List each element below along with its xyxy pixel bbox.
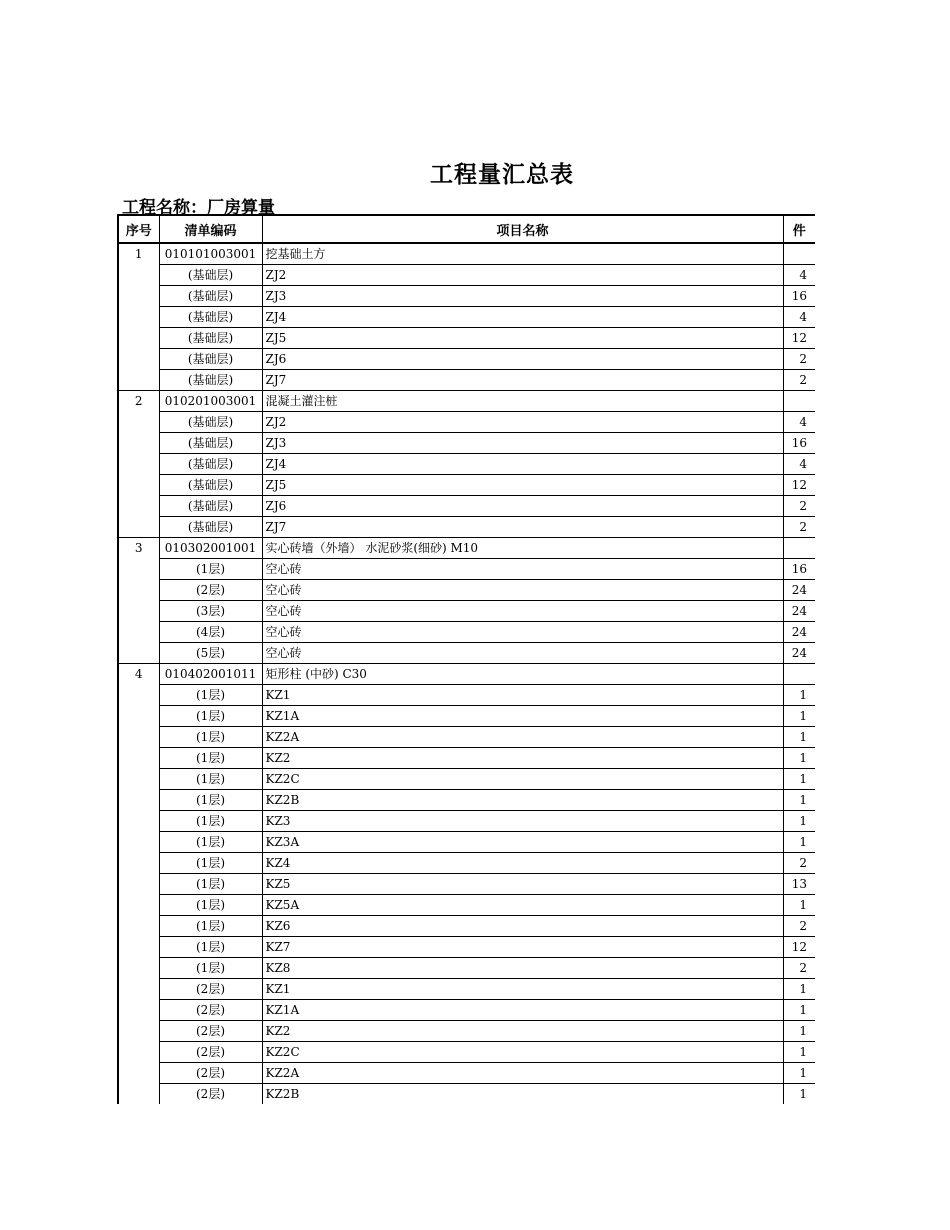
table-row bbox=[118, 391, 815, 412]
row-item-name: ZJ5 bbox=[262, 475, 783, 496]
row-seq: 3 bbox=[118, 538, 159, 559]
row-item-name: KZ3 bbox=[262, 811, 783, 832]
row-code: (基础层) bbox=[159, 496, 262, 517]
row-code: (2层) bbox=[159, 979, 262, 1000]
row-count: 4 bbox=[783, 307, 815, 328]
row-seq bbox=[118, 874, 159, 895]
table-row bbox=[118, 1042, 815, 1063]
row-seq: 1 bbox=[118, 243, 159, 265]
header-count: 件 bbox=[783, 215, 815, 243]
table-row bbox=[118, 265, 815, 286]
row-count: 1 bbox=[783, 1042, 815, 1063]
row-seq bbox=[118, 601, 159, 622]
row-seq bbox=[118, 790, 159, 811]
row-item-name: 空心砖 bbox=[262, 643, 783, 664]
row-seq bbox=[118, 979, 159, 1000]
row-code: (基础层) bbox=[159, 328, 262, 349]
row-item-name: KZ2A bbox=[262, 727, 783, 748]
row-code: (1层) bbox=[159, 853, 262, 874]
row-seq bbox=[118, 895, 159, 916]
table-row bbox=[118, 286, 815, 307]
row-item-name: KZ2C bbox=[262, 1042, 783, 1063]
row-seq bbox=[118, 643, 159, 664]
row-seq bbox=[118, 559, 159, 580]
row-item-name: KZ1A bbox=[262, 706, 783, 727]
row-item-name: KZ2A bbox=[262, 1063, 783, 1084]
table-row bbox=[118, 622, 815, 643]
row-code: (1层) bbox=[159, 769, 262, 790]
row-item-name: 挖基础土方 bbox=[262, 243, 783, 265]
row-code: (2层) bbox=[159, 580, 262, 601]
table-row bbox=[118, 559, 815, 580]
row-code: (1层) bbox=[159, 685, 262, 706]
row-count: 4 bbox=[783, 265, 815, 286]
table-row bbox=[118, 433, 815, 454]
row-code: (5层) bbox=[159, 643, 262, 664]
table-row bbox=[118, 517, 815, 538]
table-row bbox=[118, 538, 815, 559]
header-item-name: 项目名称 bbox=[262, 215, 783, 243]
row-seq bbox=[118, 496, 159, 517]
table-row bbox=[118, 496, 815, 517]
row-count: 1 bbox=[783, 706, 815, 727]
row-item-name: ZJ3 bbox=[262, 433, 783, 454]
row-item-name: KZ1A bbox=[262, 1000, 783, 1021]
row-seq bbox=[118, 811, 159, 832]
table-row bbox=[118, 349, 815, 370]
row-item-name: KZ5A bbox=[262, 895, 783, 916]
row-item-name: KZ2 bbox=[262, 1021, 783, 1042]
row-seq bbox=[118, 706, 159, 727]
row-seq bbox=[118, 412, 159, 433]
row-count bbox=[783, 391, 815, 412]
row-seq bbox=[118, 832, 159, 853]
row-seq bbox=[118, 1000, 159, 1021]
row-seq bbox=[118, 517, 159, 538]
row-code: (基础层) bbox=[159, 433, 262, 454]
row-code: (1层) bbox=[159, 832, 262, 853]
row-item-name: KZ1 bbox=[262, 979, 783, 1000]
row-seq bbox=[118, 916, 159, 937]
row-code: (1层) bbox=[159, 790, 262, 811]
row-item-name: ZJ4 bbox=[262, 454, 783, 475]
row-code: 010201003001 bbox=[159, 391, 262, 412]
row-count: 2 bbox=[783, 958, 815, 979]
row-item-name: KZ3A bbox=[262, 832, 783, 853]
row-seq bbox=[118, 265, 159, 286]
row-code: (1层) bbox=[159, 748, 262, 769]
row-item-name: 空心砖 bbox=[262, 622, 783, 643]
table-row bbox=[118, 979, 815, 1000]
row-count: 1 bbox=[783, 1063, 815, 1084]
row-count: 24 bbox=[783, 622, 815, 643]
row-count: 1 bbox=[783, 727, 815, 748]
row-code: (4层) bbox=[159, 622, 262, 643]
table-row bbox=[118, 475, 815, 496]
row-count: 2 bbox=[783, 496, 815, 517]
table-row bbox=[118, 328, 815, 349]
row-seq bbox=[118, 370, 159, 391]
row-code: (2层) bbox=[159, 1084, 262, 1105]
row-code: (基础层) bbox=[159, 454, 262, 475]
row-seq bbox=[118, 307, 159, 328]
row-item-name: ZJ6 bbox=[262, 496, 783, 517]
row-count: 24 bbox=[783, 643, 815, 664]
row-seq bbox=[118, 349, 159, 370]
row-count: 1 bbox=[783, 1000, 815, 1021]
row-code: (1层) bbox=[159, 937, 262, 958]
row-code: (1层) bbox=[159, 916, 262, 937]
row-item-name: KZ6 bbox=[262, 916, 783, 937]
row-code: (基础层) bbox=[159, 349, 262, 370]
row-count: 1 bbox=[783, 790, 815, 811]
quantity-table bbox=[117, 214, 815, 1104]
row-code: (基础层) bbox=[159, 412, 262, 433]
table-row bbox=[118, 958, 815, 979]
row-count: 12 bbox=[783, 937, 815, 958]
row-count: 16 bbox=[783, 559, 815, 580]
row-count bbox=[783, 664, 815, 685]
table-row bbox=[118, 1084, 815, 1105]
row-code: (基础层) bbox=[159, 475, 262, 496]
row-count: 13 bbox=[783, 874, 815, 895]
row-seq bbox=[118, 454, 159, 475]
row-item-name: 空心砖 bbox=[262, 601, 783, 622]
row-code: 010101003001 bbox=[159, 243, 262, 265]
table-row bbox=[118, 874, 815, 895]
row-code: (2层) bbox=[159, 1063, 262, 1084]
table-row bbox=[118, 790, 815, 811]
row-count: 4 bbox=[783, 412, 815, 433]
table-header-row bbox=[118, 215, 815, 243]
row-code: 010302001001 bbox=[159, 538, 262, 559]
row-code: (3层) bbox=[159, 601, 262, 622]
row-code: (基础层) bbox=[159, 307, 262, 328]
header-code: 清单编码 bbox=[159, 215, 262, 243]
row-item-name: KZ8 bbox=[262, 958, 783, 979]
row-count: 1 bbox=[783, 769, 815, 790]
row-code: (基础层) bbox=[159, 286, 262, 307]
row-count: 16 bbox=[783, 433, 815, 454]
row-item-name: 混凝土灌注桩 bbox=[262, 391, 783, 412]
row-count: 2 bbox=[783, 349, 815, 370]
table-row bbox=[118, 832, 815, 853]
row-code: (基础层) bbox=[159, 265, 262, 286]
table-row bbox=[118, 727, 815, 748]
row-item-name: KZ7 bbox=[262, 937, 783, 958]
page-title: 工程量汇总表 bbox=[430, 162, 574, 188]
row-count: 2 bbox=[783, 916, 815, 937]
row-count: 2 bbox=[783, 517, 815, 538]
project-name: 工程名称：厂房算量 bbox=[122, 198, 275, 218]
row-seq bbox=[118, 853, 159, 874]
row-seq bbox=[118, 622, 159, 643]
row-code: (1层) bbox=[159, 706, 262, 727]
row-code: (1层) bbox=[159, 874, 262, 895]
row-item-name: 空心砖 bbox=[262, 559, 783, 580]
row-seq bbox=[118, 580, 159, 601]
table-body bbox=[118, 243, 815, 1104]
table-row bbox=[118, 1000, 815, 1021]
table-row bbox=[118, 664, 815, 685]
row-seq bbox=[118, 1021, 159, 1042]
row-count bbox=[783, 243, 815, 265]
row-item-name: ZJ2 bbox=[262, 412, 783, 433]
row-count: 1 bbox=[783, 1084, 815, 1105]
table-row bbox=[118, 895, 815, 916]
row-count: 12 bbox=[783, 328, 815, 349]
table-row bbox=[118, 1021, 815, 1042]
row-code: (2层) bbox=[159, 1021, 262, 1042]
row-count: 16 bbox=[783, 286, 815, 307]
table-row bbox=[118, 370, 815, 391]
row-seq bbox=[118, 748, 159, 769]
row-code: (1层) bbox=[159, 559, 262, 580]
table-row bbox=[118, 685, 815, 706]
row-seq bbox=[118, 1084, 159, 1105]
row-code: (2层) bbox=[159, 1042, 262, 1063]
row-item-name: ZJ6 bbox=[262, 349, 783, 370]
row-item-name: ZJ7 bbox=[262, 517, 783, 538]
row-seq bbox=[118, 685, 159, 706]
row-count: 1 bbox=[783, 832, 815, 853]
row-count: 4 bbox=[783, 454, 815, 475]
row-seq bbox=[118, 433, 159, 454]
table-row bbox=[118, 454, 815, 475]
row-code: (1层) bbox=[159, 811, 262, 832]
row-item-name: ZJ3 bbox=[262, 286, 783, 307]
row-item-name: ZJ2 bbox=[262, 265, 783, 286]
table-row bbox=[118, 769, 815, 790]
row-count: 12 bbox=[783, 475, 815, 496]
table-row bbox=[118, 243, 815, 265]
row-item-name: KZ1 bbox=[262, 685, 783, 706]
row-code: (2层) bbox=[159, 1000, 262, 1021]
table-row bbox=[118, 706, 815, 727]
table-row bbox=[118, 853, 815, 874]
row-count: 1 bbox=[783, 748, 815, 769]
row-seq bbox=[118, 328, 159, 349]
table-row bbox=[118, 412, 815, 433]
table-row bbox=[118, 643, 815, 664]
row-item-name: KZ2B bbox=[262, 1084, 783, 1105]
row-item-name: KZ2B bbox=[262, 790, 783, 811]
row-code: (1层) bbox=[159, 958, 262, 979]
row-code: (1层) bbox=[159, 727, 262, 748]
table-row bbox=[118, 1063, 815, 1084]
row-count: 2 bbox=[783, 370, 815, 391]
table-row bbox=[118, 748, 815, 769]
row-seq bbox=[118, 286, 159, 307]
row-count: 24 bbox=[783, 580, 815, 601]
row-seq bbox=[118, 1042, 159, 1063]
table-row bbox=[118, 307, 815, 328]
row-count: 1 bbox=[783, 811, 815, 832]
row-item-name: KZ4 bbox=[262, 853, 783, 874]
row-code: (1层) bbox=[159, 895, 262, 916]
row-count: 1 bbox=[783, 1021, 815, 1042]
row-code: 010402001011 bbox=[159, 664, 262, 685]
row-seq bbox=[118, 1063, 159, 1084]
row-seq: 2 bbox=[118, 391, 159, 412]
row-seq bbox=[118, 475, 159, 496]
row-code: (基础层) bbox=[159, 370, 262, 391]
row-count: 1 bbox=[783, 685, 815, 706]
row-item-name: ZJ4 bbox=[262, 307, 783, 328]
row-item-name: 实心砖墙（外墙） 水泥砂浆(细砂) M10 bbox=[262, 538, 783, 559]
row-count: 24 bbox=[783, 601, 815, 622]
row-count: 1 bbox=[783, 979, 815, 1000]
row-count bbox=[783, 538, 815, 559]
header-seq: 序号 bbox=[118, 215, 159, 243]
quantity-sheet bbox=[117, 214, 815, 1104]
row-item-name: KZ2C bbox=[262, 769, 783, 790]
table-row bbox=[118, 916, 815, 937]
table-row bbox=[118, 811, 815, 832]
row-count: 1 bbox=[783, 895, 815, 916]
row-count: 2 bbox=[783, 853, 815, 874]
row-item-name: ZJ5 bbox=[262, 328, 783, 349]
row-item-name: 空心砖 bbox=[262, 580, 783, 601]
row-item-name: KZ5 bbox=[262, 874, 783, 895]
row-item-name: KZ2 bbox=[262, 748, 783, 769]
row-seq bbox=[118, 937, 159, 958]
row-seq bbox=[118, 727, 159, 748]
row-seq bbox=[118, 769, 159, 790]
row-seq: 4 bbox=[118, 664, 159, 685]
row-item-name: ZJ7 bbox=[262, 370, 783, 391]
row-seq bbox=[118, 958, 159, 979]
table-row bbox=[118, 580, 815, 601]
table-row bbox=[118, 937, 815, 958]
table-row bbox=[118, 601, 815, 622]
row-item-name: 矩形柱 (中砂) C30 bbox=[262, 664, 783, 685]
row-code: (基础层) bbox=[159, 517, 262, 538]
